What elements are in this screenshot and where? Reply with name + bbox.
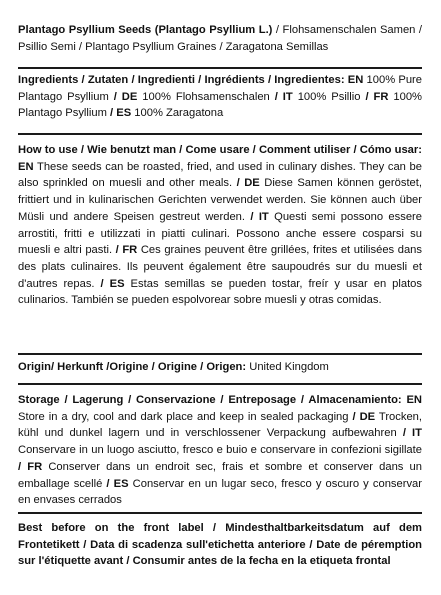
usage-fr-code: / FR bbox=[115, 244, 138, 257]
storage-de-code: / DE bbox=[352, 410, 376, 423]
usage-de-text: Diese Samen können geröstet, frittiert und in kulinarischen Gerichten verwendet werden. Sie können auch über Müsli und andere Speisen gestreut werden. bbox=[18, 177, 422, 223]
ingredients-es-code: / ES bbox=[110, 107, 132, 120]
usage-de-code: / DE bbox=[236, 177, 260, 190]
ingredients-fr-text: 100% Plantago Psyllium bbox=[18, 90, 423, 120]
ingredients-heading: Ingredients / Zutaten / Ingredienti / Ingrédients / Ingredientes: bbox=[18, 74, 348, 86]
ingredients-en-code: EN bbox=[347, 74, 364, 86]
storage-heading: Storage / Lagerung / Conservazione / Entreposage / Almacenamiento: bbox=[18, 394, 407, 406]
storage-section bbox=[18, 392, 422, 509]
usage-en-code: EN bbox=[18, 160, 34, 173]
best-before-text: Best before on the front label / Mindesthaltbarkeitsdatum auf dem Frontetikett / Data di scadenza sull'etichetta anteriore / Date de péremption sur l'étiquette avant / Consumir antes de la fecha en la etiqueta frontal bbox=[18, 522, 422, 568]
best-before-section bbox=[18, 520, 422, 570]
product-title: Plantago Psyllium Seeds (Plantago Psyllium L.) bbox=[18, 24, 273, 36]
storage-fr-text: Conserver dans un endroit sec, frais et sombre et conserver dans un emballage scellé bbox=[18, 460, 422, 490]
storage-it-code: / IT bbox=[402, 427, 422, 440]
usage-es-code: / ES bbox=[100, 277, 125, 290]
storage-es-text: Conservar en un lugar seco, fresco y oscuro y conservar en envases cerrados bbox=[18, 477, 422, 507]
ingredients-fr-code: / FR bbox=[365, 90, 389, 103]
storage-it-text: Conservare in un luogo asciutto, fresco e buio e conservare in confezioni sigillate bbox=[18, 444, 422, 457]
origin-value: United Kingdom bbox=[246, 361, 329, 373]
usage-section bbox=[18, 142, 422, 309]
ingredients-en-text: 100% Pure Plantago Psyllium bbox=[18, 74, 422, 103]
storage-en-text: Store in a dry, cool and dark place and keep in sealed packaging bbox=[18, 410, 353, 423]
usage-heading: How to use / Wie benutzt man / Come usare / Comment utiliser / Cómo usar: bbox=[18, 144, 422, 156]
section-divider bbox=[18, 512, 422, 514]
ingredients-es-text: 100% Zaragatona bbox=[131, 107, 224, 120]
ingredients-it-code: / IT bbox=[274, 90, 293, 103]
section-divider bbox=[18, 67, 422, 69]
ingredients-section bbox=[18, 72, 422, 122]
storage-en-code: EN bbox=[406, 394, 422, 406]
product-title-section bbox=[18, 22, 422, 55]
storage-es-code: / ES bbox=[106, 477, 129, 490]
storage-fr-code: / FR bbox=[18, 460, 43, 473]
usage-es-text: Estas semillas se pueden tostar, freír y usar en platos culinarios. También se pueden espolvorear sobre muesli y otras comidas. bbox=[18, 277, 423, 307]
usage-fr-text: Ces graines peuvent être grillées, frites et utilisées dans des plats culinaires. Ils peuvent également être saupoudrés sur du muesli et d'autres repas. bbox=[18, 244, 422, 290]
ingredients-de-code: / DE bbox=[113, 90, 138, 103]
storage-de-text: Trocken, kühl und dunkel lagern und in verschlossener Verpackung aufbewahren bbox=[18, 410, 423, 440]
ingredients-de-text: 100% Flohsamenschalen bbox=[137, 90, 275, 103]
usage-it-text: Questi semi possono essere arrostiti, fritti e utilizzati in piatti culinari. Possono anche essere cosparsi su muesli e altri pasti. bbox=[18, 210, 422, 257]
product-title-translations: / Flohsamenschalen Samen / Psillio Semi / Plantago Psyllium Graines / Zaragatona Semillas bbox=[18, 24, 423, 53]
origin-section bbox=[18, 359, 422, 376]
origin-heading: Origin/ Herkunft /Origine / Origine / Origen: bbox=[18, 361, 247, 373]
section-divider bbox=[18, 383, 422, 385]
usage-it-code: / IT bbox=[250, 210, 269, 223]
usage-en-text: These seeds can be roasted, fried, and used in culinary dishes. They can be also sprinkled on muesli and other meals. bbox=[18, 160, 422, 190]
section-divider bbox=[18, 133, 422, 135]
section-divider bbox=[18, 353, 422, 355]
ingredients-it-text: 100% Psillio bbox=[292, 90, 366, 103]
